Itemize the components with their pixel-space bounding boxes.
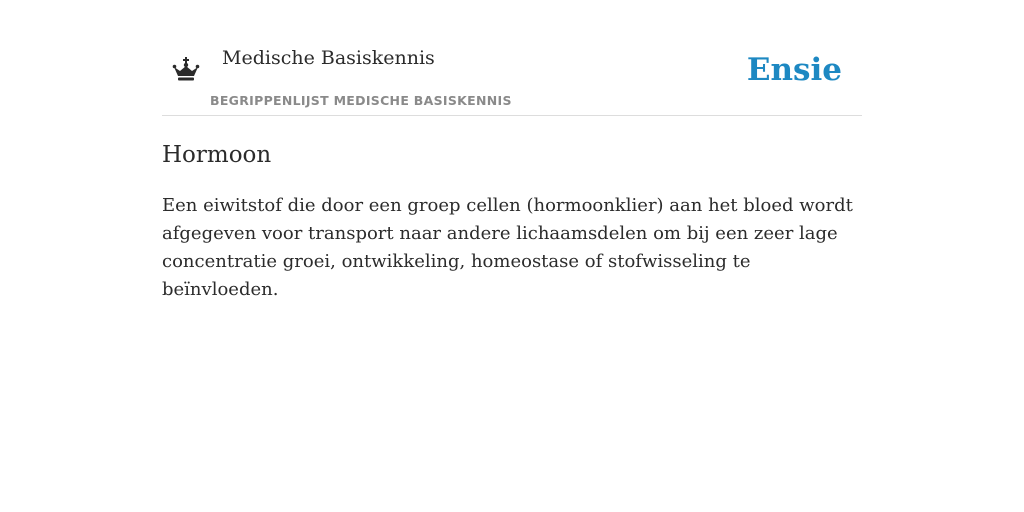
site-subtitle[interactable]: BEGRIPPENLIJST MEDISCHE BASISKENNIS xyxy=(210,93,512,108)
page-container xyxy=(162,0,862,300)
entry-term: Hormoon xyxy=(162,142,272,168)
site-title[interactable]: Medische Basiskennis xyxy=(222,47,435,69)
crown-icon[interactable] xyxy=(172,56,200,84)
site-header xyxy=(162,0,862,116)
brand-logo[interactable]: Ensie xyxy=(746,52,842,88)
entry-definition: Een eiwitstof die door een groep cellen (hormoonklier) aan het bloed wordt afgegeven voor transport naar andere lichaamsdelen om bij een zeer lage concentratie groei, ontwikkeling, homeostase of stofwisseling te beïnvloeden. xyxy=(162,195,853,300)
